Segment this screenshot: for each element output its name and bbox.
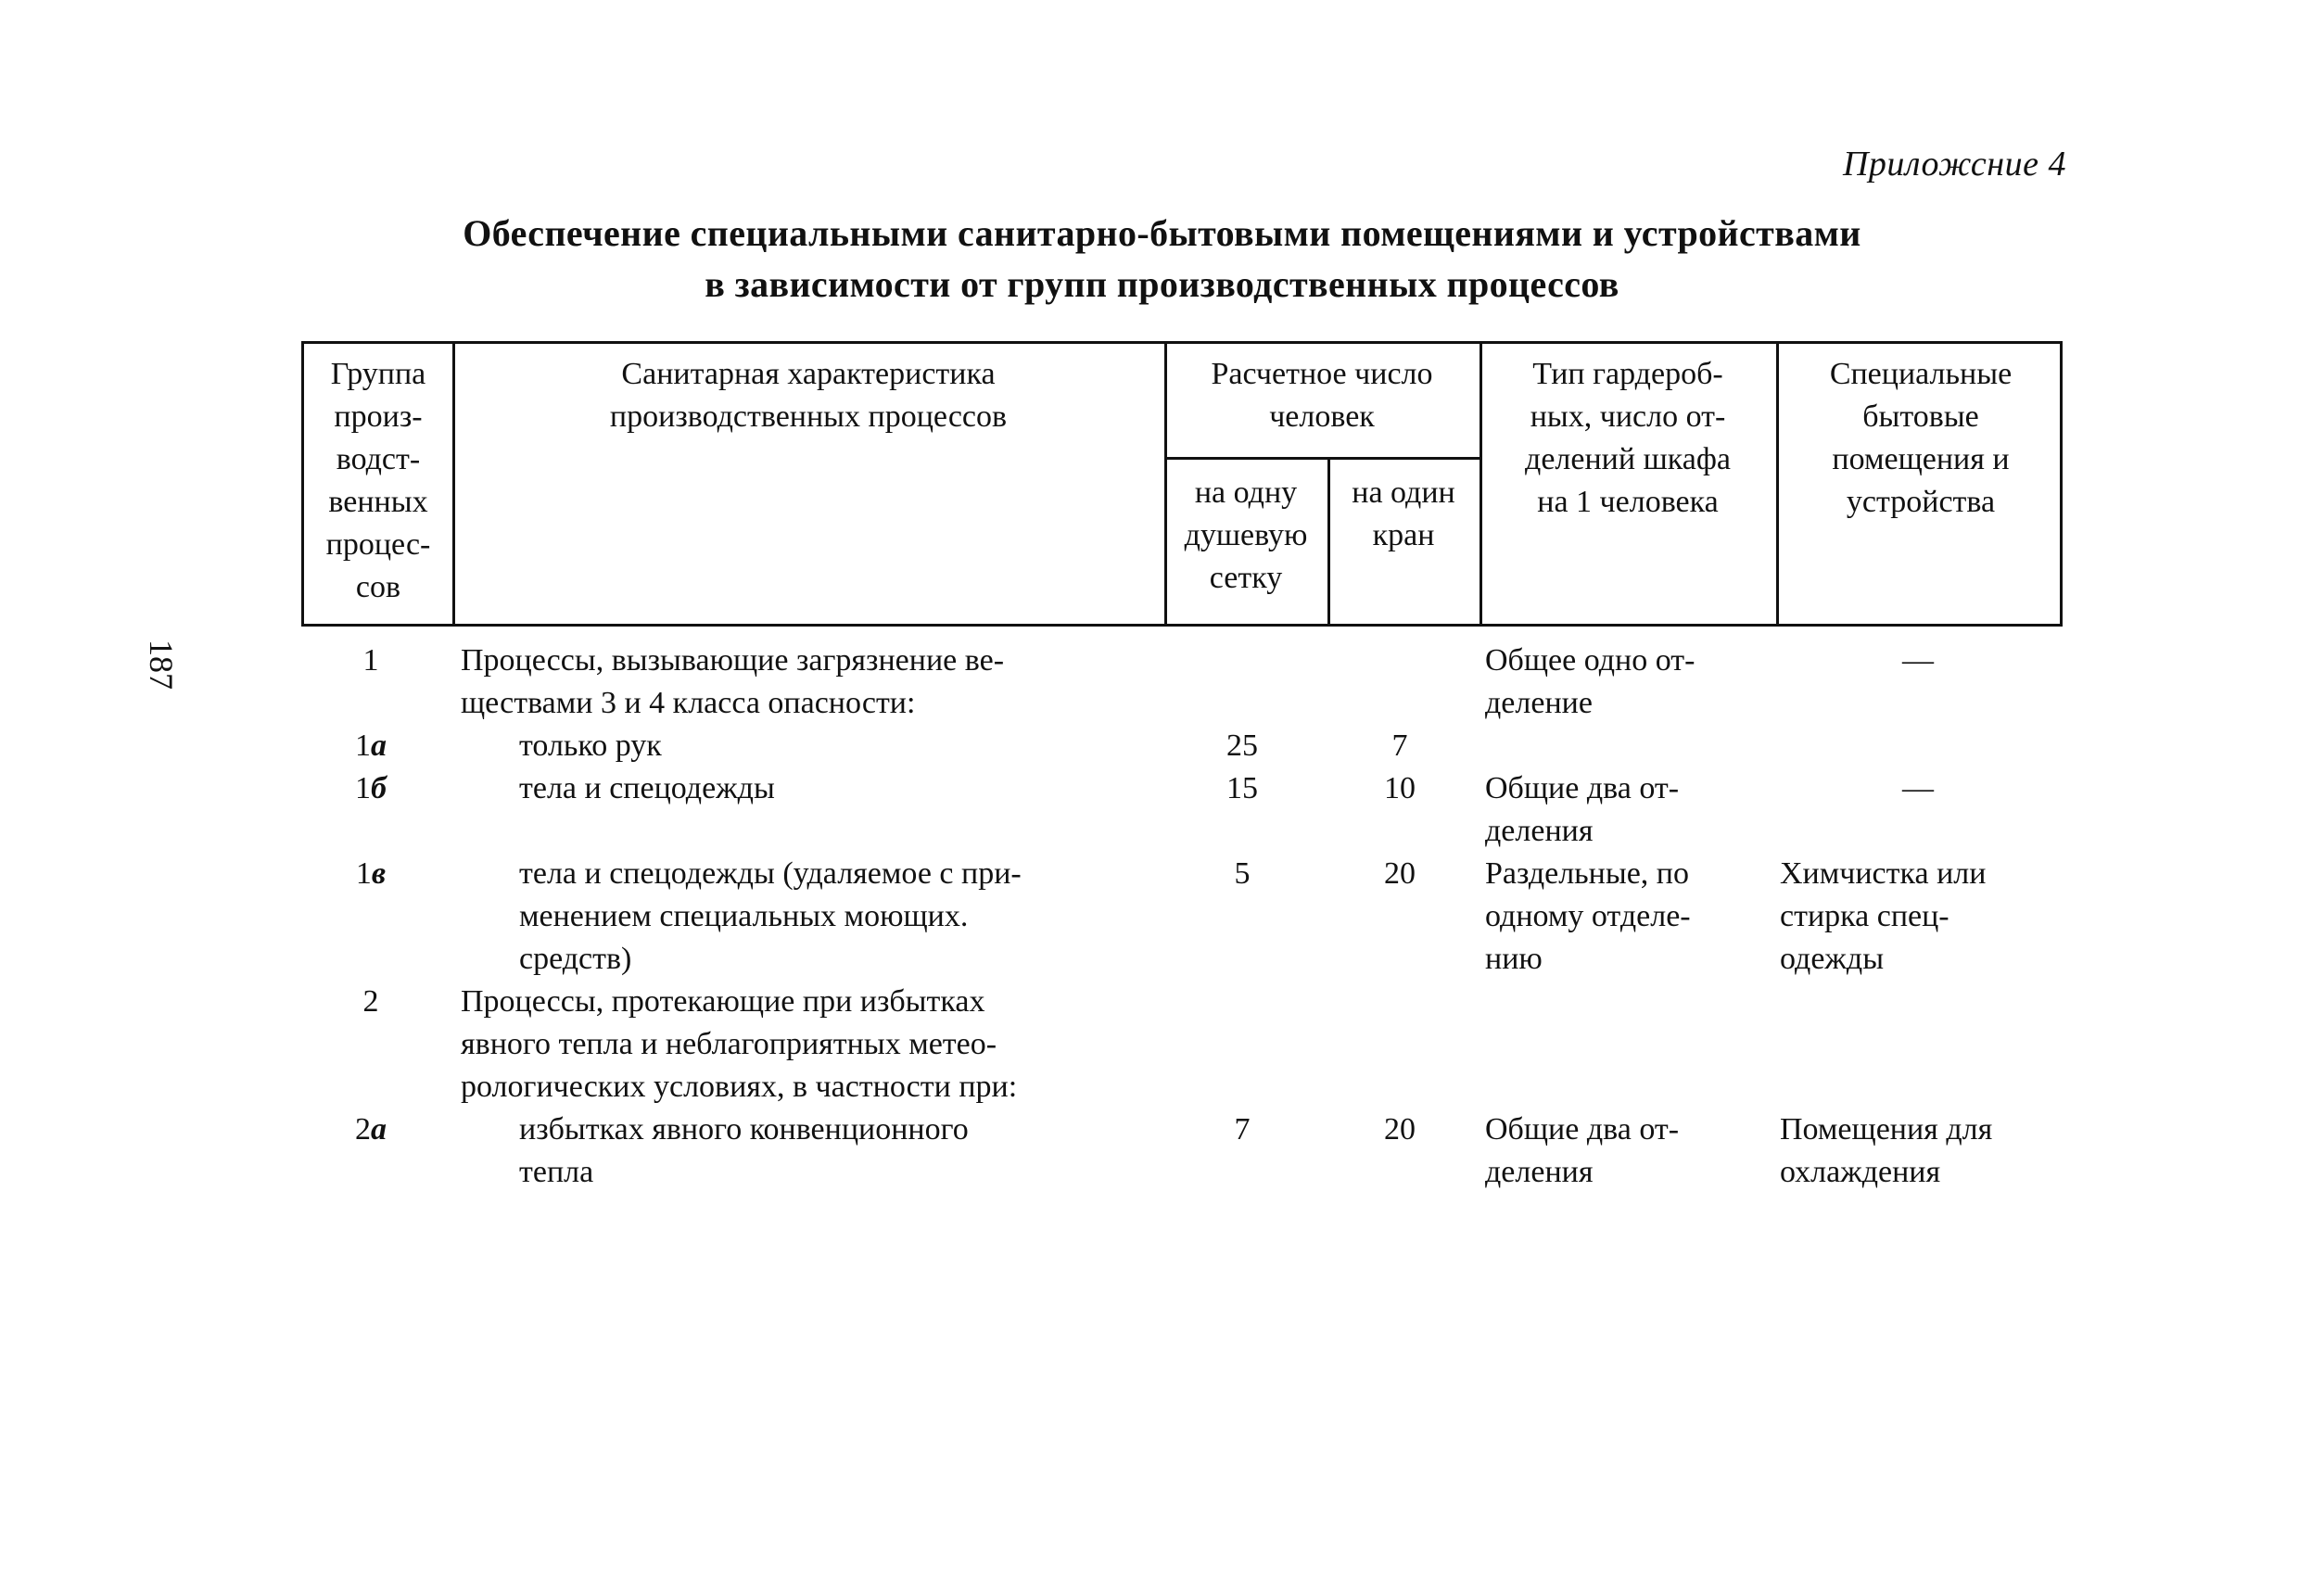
document-title-line-2: в зависимости от групп производственных процессов (705, 263, 1619, 305)
per-tap-value: 20 (1384, 1112, 1416, 1147)
per-shower-value: 5 (1234, 856, 1251, 891)
process-characteristic: тела и спецодежды (519, 771, 775, 805)
wardrobe-type: Общие два от- деления (1485, 1112, 1680, 1189)
header-estimated-people: Расчетное число человек (1211, 357, 1433, 434)
header-divider (1164, 457, 1479, 460)
header-special: Специальные бытовые помещения и устройства (1829, 357, 2013, 519)
table-header (301, 341, 2063, 627)
group-number: 2 (362, 984, 379, 1019)
per-shower-value: 7 (1234, 1112, 1251, 1147)
per-shower-value: 25 (1226, 728, 1258, 763)
process-characteristic: избытках явного конвенционного тепла (519, 1112, 969, 1189)
process-characteristic: Процессы, вызывающие загрязнение ве- ществами 3 и 4 класса опасности: (461, 643, 1005, 720)
group-number: 1в (355, 856, 387, 891)
header-per-shower: на одну душевую сетку (1184, 475, 1308, 595)
header-group: Группа произ- водст- венных процес- сов (325, 357, 431, 604)
special-facilities: — (1902, 643, 1934, 678)
wardrobe-type: Общие два от- деления (1485, 771, 1680, 848)
process-characteristic: только рук (519, 728, 662, 763)
header-characteristic: Санитарная характеристика производственных процессов (609, 357, 1008, 434)
group-number: 2а (355, 1112, 387, 1147)
special-facilities: Химчистка или стирка спец- одежды (1780, 856, 1987, 976)
per-tap-value: 10 (1384, 771, 1416, 805)
special-facilities: — (1902, 771, 1934, 805)
appendix-label: Приложсние 4 (1842, 145, 2066, 184)
header-per-tap: на один кран (1352, 475, 1455, 552)
process-characteristic: Процессы, протекающие при избытках явного тепла и неблагоприятных метео- рологических условиях, в частности при: (461, 984, 1018, 1104)
group-number: 1 (362, 643, 379, 678)
per-tap-value: 7 (1391, 728, 1408, 763)
process-characteristic: тела и спецодежды (удаляемое с при- менением специальных моющих. средств) (519, 856, 1022, 976)
wardrobe-type: Общее одно от- деление (1485, 643, 1695, 720)
page-number: 187 (143, 640, 180, 690)
header-wardrobe: Тип гардероб- ных, число от- делений шкафа на 1 человека (1525, 357, 1731, 519)
special-facilities: Помещения для охлаждения (1780, 1112, 1993, 1189)
group-number: 1б (355, 771, 387, 805)
per-tap-value: 20 (1384, 856, 1416, 891)
document-title-line-1: Обеспечение специальными санитарно-бытовыми помещениями и устройствами (463, 212, 1861, 254)
wardrobe-type: Раздельные, по одному отделе- нию (1485, 856, 1691, 976)
per-shower-value: 15 (1226, 771, 1258, 805)
group-number: 1а (355, 728, 387, 763)
